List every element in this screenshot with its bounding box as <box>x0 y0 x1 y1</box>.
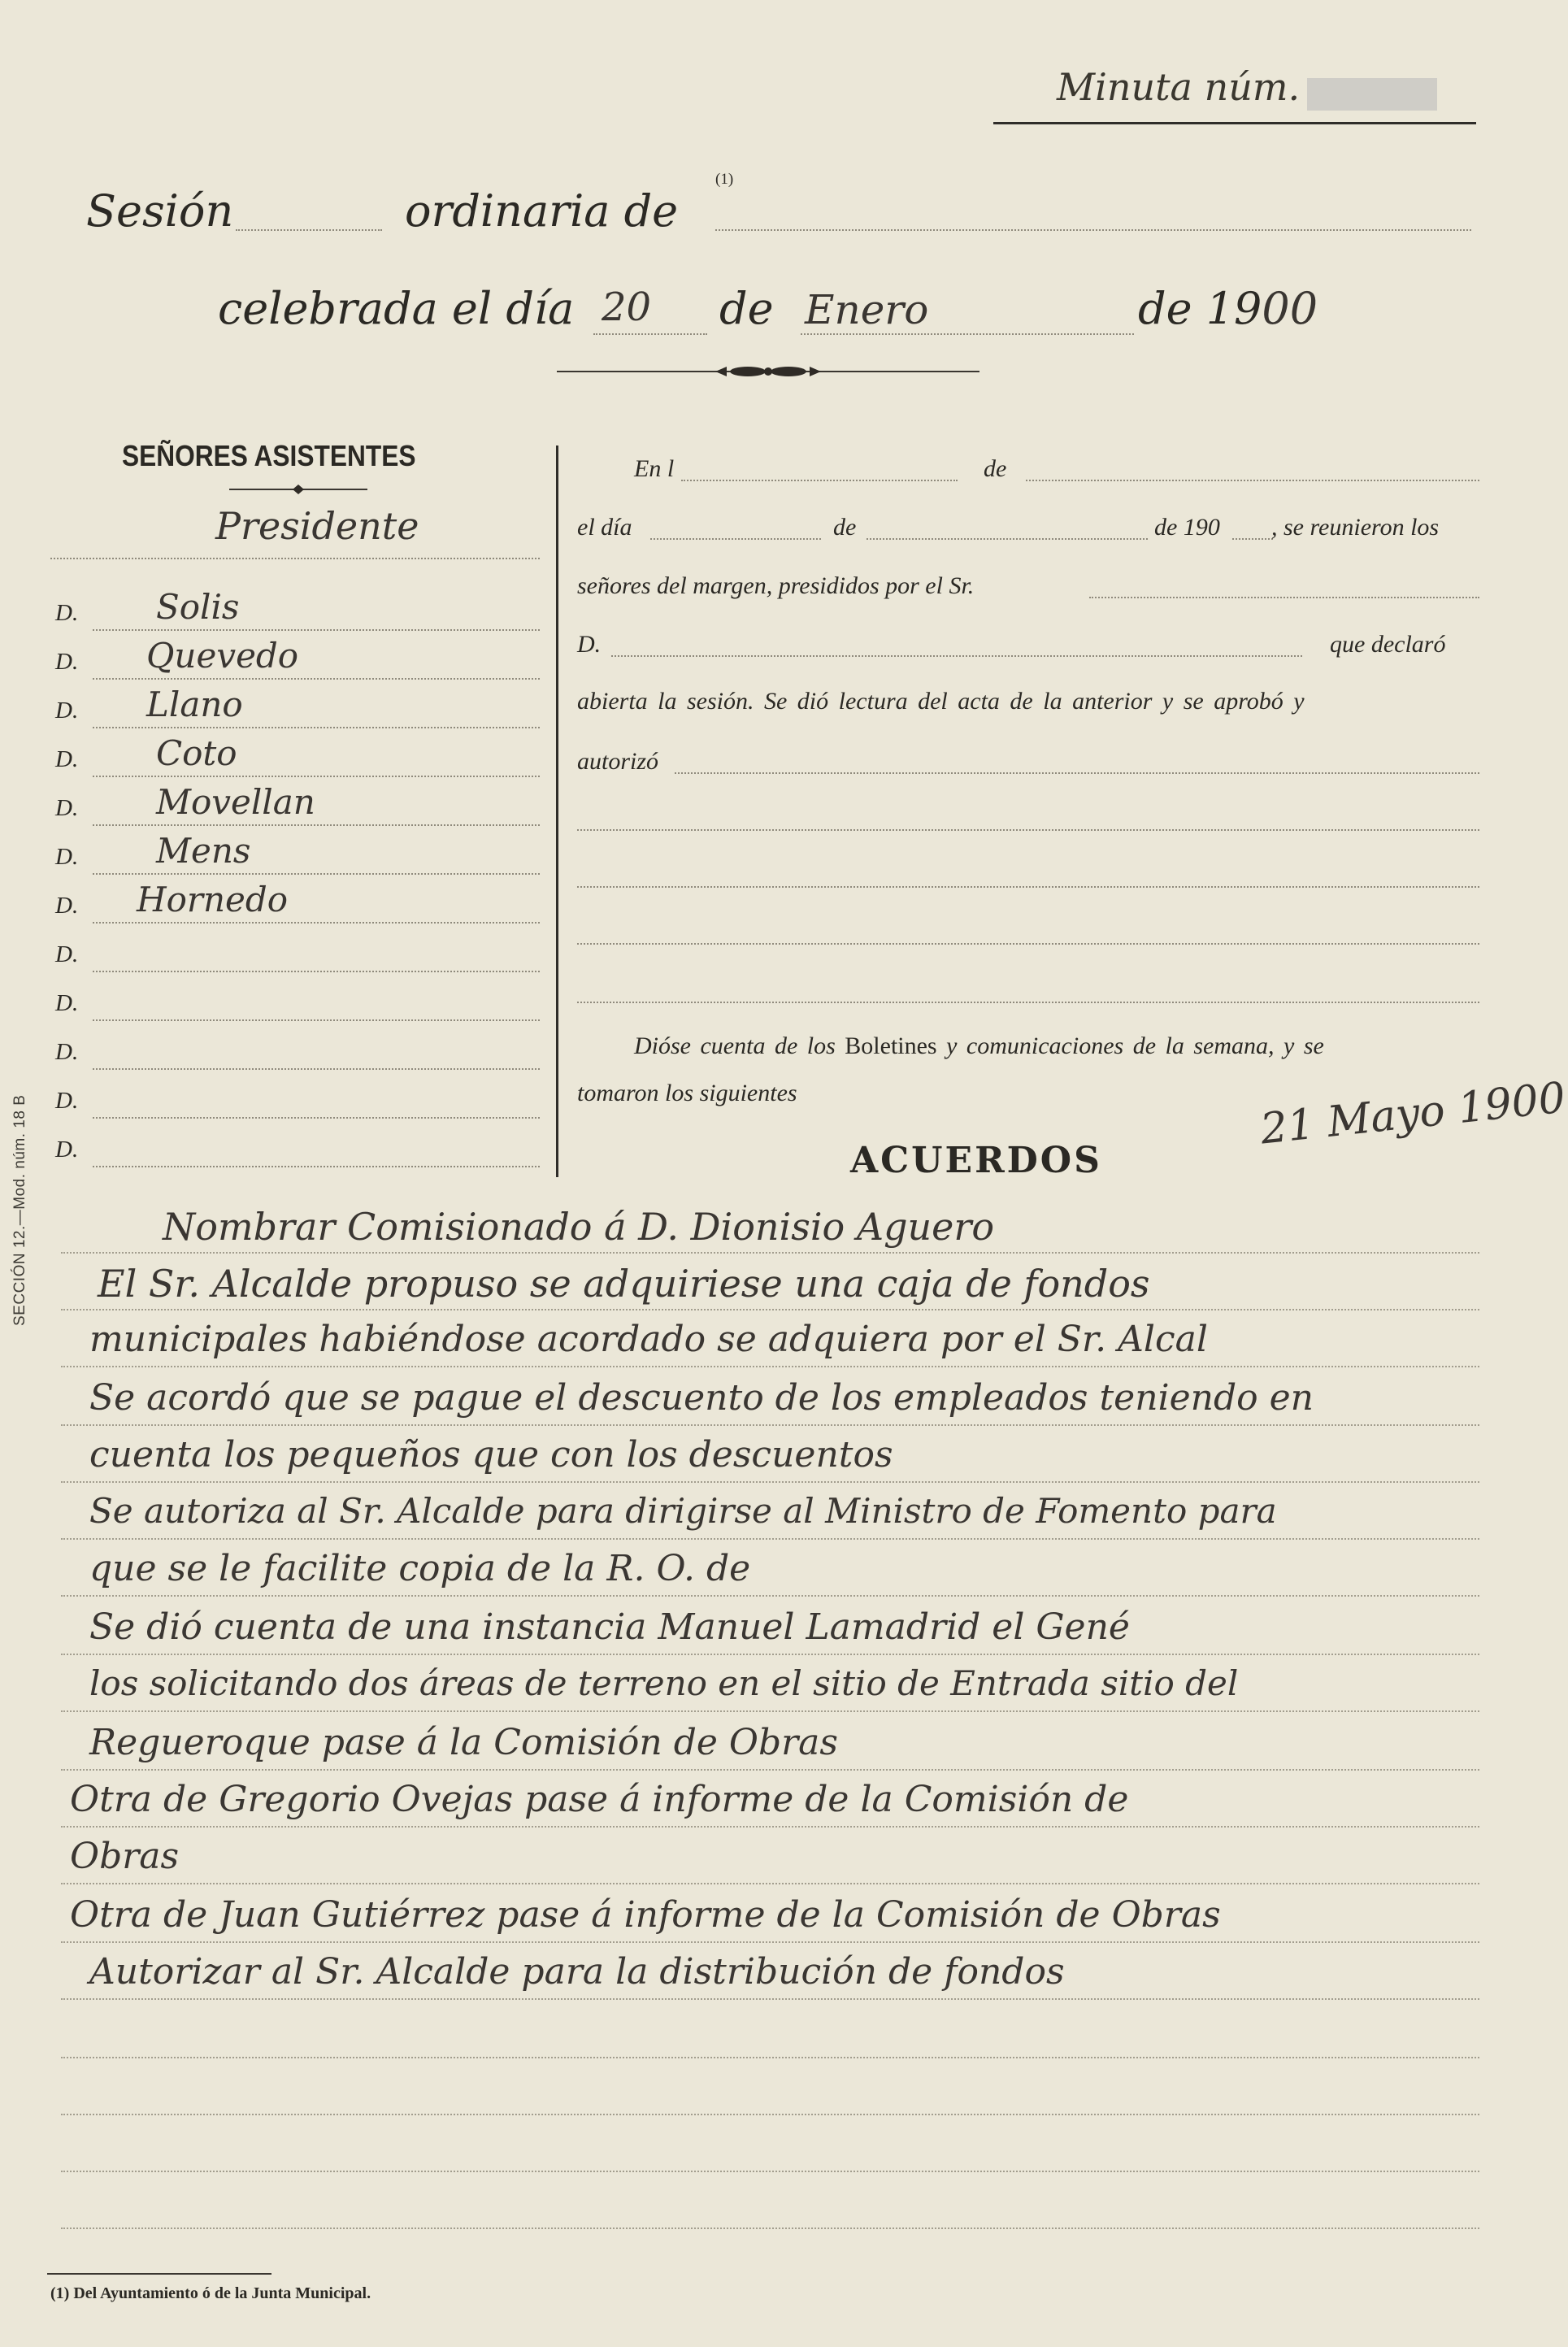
acuerdo-line: Se dió cuenta de una instancia Manuel Lamadrid el Gené <box>89 1606 1130 1648</box>
assistant-name: Llano <box>146 685 243 724</box>
assistant-row <box>50 636 540 685</box>
assistant-name: Quevedo <box>146 636 299 676</box>
assistant-prefix: D. <box>55 795 79 821</box>
acuerdo-line: municipales habiéndose acordado se adquiera por el Sr. Alcal <box>89 1319 1208 1360</box>
celebrada-label: celebrada el día <box>218 283 575 334</box>
assistant-name: Coto <box>156 733 237 773</box>
assistant-row <box>50 1075 540 1124</box>
de-190-label: de 190 <box>1154 514 1220 541</box>
assistant-prefix: D. <box>55 698 79 724</box>
assistant-prefix: D. <box>55 1039 79 1065</box>
acuerdo-line: Se acordó que se pague el descuento de los empleados teniendo en <box>89 1377 1314 1419</box>
ornament-divider <box>557 359 979 384</box>
senores-label: señores del margen, presididos por el Sr. <box>577 572 975 599</box>
assistant-row <box>50 977 540 1026</box>
el-dia-label: el día <box>577 514 632 541</box>
session-word: Sesión <box>86 185 234 237</box>
acuerdo-line: Nombrar Comisionado á D. Dionisio Aguero <box>163 1205 995 1249</box>
acuerdo-line: los solicitando dos áreas de terreno en el sitio de Entrada sitio del <box>89 1663 1239 1703</box>
heading-diamond-rule <box>229 481 367 498</box>
assistants-heading: SEÑORES ASISTENTES <box>122 439 416 472</box>
assistant-row <box>50 685 540 733</box>
de-label: de <box>719 283 774 334</box>
acuerdo-line: Se autoriza al Sr. Alcalde para dirigirse al Ministro de Fomento para <box>89 1491 1277 1531</box>
acuerdo-line: Obras <box>70 1836 180 1877</box>
session-day: 20 <box>602 285 652 330</box>
minuta-label: Minuta núm. <box>1057 65 1301 109</box>
en-label: En l <box>634 455 675 482</box>
footnote-text: (1) Del Ayuntamiento ó de la Junta Municipal. <box>50 2284 371 2302</box>
minuta-number-box <box>1307 78 1437 111</box>
assistant-prefix: D. <box>55 746 79 772</box>
que-declaro-label: que declaró <box>1330 631 1446 658</box>
reunieron-label: , se reunieron los <box>1271 514 1440 541</box>
assistant-name: Mens <box>156 831 251 871</box>
assistant-name: Movellan <box>156 782 315 822</box>
assistant-row <box>50 831 540 880</box>
acuerdo-line: El Sr. Alcalde propuso se adquiriese una caja de fondos <box>98 1262 1150 1306</box>
assistant-row <box>50 733 540 782</box>
diose-part-b: y comunicaciones de la semana, y se <box>946 1032 1324 1059</box>
year-label <box>1138 283 1318 334</box>
tomaron-label: tomaron los siguientes <box>577 1080 797 1106</box>
year-suffix: 00 <box>1262 283 1318 334</box>
president-role: Presidente <box>215 504 419 548</box>
assistant-row <box>50 928 540 977</box>
acuerdo-line: Regueroque pase á la Comisión de Obras <box>89 1722 838 1763</box>
acuerdos-title: ACUERDOS <box>850 1140 1102 1181</box>
assistant-row <box>50 587 540 636</box>
footnote-ref: (1) <box>715 171 734 188</box>
assistant-prefix: D. <box>55 941 79 967</box>
section-side-label: SECCIÓN 12.—Mod. núm. 18 B <box>11 1094 28 1326</box>
assistant-prefix: D. <box>55 893 79 919</box>
assistant-row <box>50 1026 540 1075</box>
acuerdo-line: Otra de Juan Gutiérrez pase á informe de la Comisión de Obras <box>70 1894 1221 1936</box>
diose-part-a: Dióse cuenta de los <box>634 1032 836 1059</box>
assistant-row <box>50 1124 540 1172</box>
assistant-prefix: D. <box>55 649 79 675</box>
abierta-label: abierta la sesión. Se dió lectura del acta de la anterior y se aprobó y <box>577 688 1305 715</box>
assistant-prefix: D. <box>55 990 79 1016</box>
assistant-prefix: D. <box>55 600 79 626</box>
assistant-prefix: D. <box>55 1137 79 1163</box>
footnote-rule <box>47 2273 271 2275</box>
autorizo-label: autorizó <box>577 748 659 775</box>
assistant-name: Hornedo <box>137 880 289 919</box>
assistant-row <box>50 782 540 831</box>
minuta-underline <box>993 122 1476 124</box>
d-label: D. <box>577 631 602 658</box>
column-divider <box>556 445 558 1177</box>
assistant-prefix: D. <box>55 1088 79 1114</box>
diose-cuenta-label <box>634 1032 1324 1060</box>
assistant-name: Solis <box>156 587 240 627</box>
acuerdo-line: cuenta los pequeños que con los descuentos <box>89 1434 893 1476</box>
margin-date-note: 21 Mayo 1900 <box>1257 1073 1568 1154</box>
assistant-prefix: D. <box>55 844 79 870</box>
de-label-2: de <box>833 514 857 541</box>
session-month: Enero <box>805 286 929 333</box>
assistant-row <box>50 880 540 928</box>
acuerdo-line: Autorizar al Sr. Alcalde para la distribución de fondos <box>89 1951 1065 1993</box>
acuerdo-line: que se le facilite copia de la R. O. de <box>89 1548 751 1589</box>
year-prefix: de 19 <box>1138 283 1262 334</box>
de-label-1: de <box>984 455 1007 482</box>
boletines-word: Boletines <box>845 1032 937 1059</box>
session-type: ordinaria de <box>405 185 679 237</box>
acuerdo-line: Otra de Gregorio Ovejas pase á informe de la Comisión de <box>70 1779 1129 1820</box>
